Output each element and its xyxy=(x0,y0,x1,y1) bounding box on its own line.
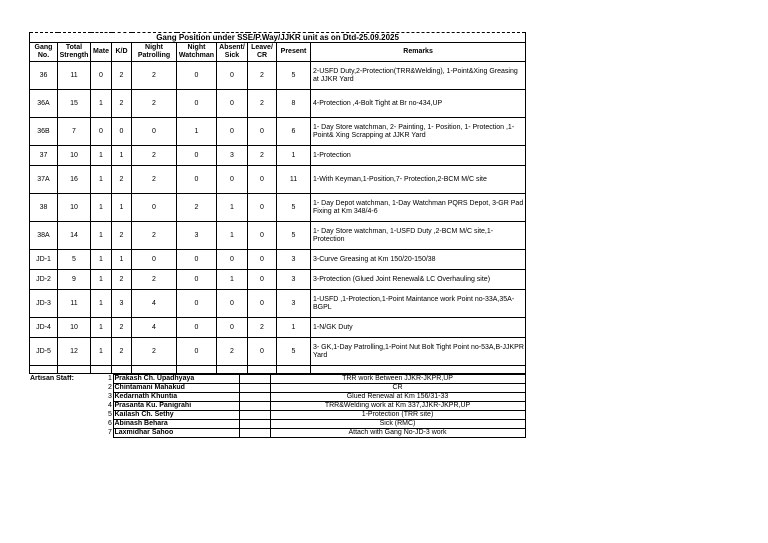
cell-gang: JD-4 xyxy=(30,318,58,338)
cell-absent: 0 xyxy=(217,290,248,318)
table-row xyxy=(30,318,526,338)
cell-absent: 0 xyxy=(217,166,248,194)
artisan-staff-label: Artisan Staff: xyxy=(30,375,74,382)
header-row xyxy=(30,43,526,62)
cell-mate: 1 xyxy=(91,250,112,270)
sheet-title: Gang Position under SSE/P.Way/JJKR unit as on Dtd-25.09.2025 xyxy=(30,33,526,43)
cell-leave: 2 xyxy=(248,62,277,90)
staff-row xyxy=(29,411,525,420)
col-header-night-watchman: Night Watchman xyxy=(177,43,217,62)
cell-present: 5 xyxy=(277,338,311,366)
cell-present: 1 xyxy=(277,146,311,166)
col-header-mate: Mate xyxy=(91,43,112,62)
cell-leave: 0 xyxy=(248,118,277,146)
cell-gang: 37A xyxy=(30,166,58,194)
cell-total: 10 xyxy=(58,318,91,338)
cell-mate: 0 xyxy=(91,118,112,146)
cell-leave: 0 xyxy=(248,194,277,222)
cell-kd: 0 xyxy=(112,118,132,146)
table-row xyxy=(30,166,526,194)
remarks-cell: 1-Protection xyxy=(311,146,526,166)
col-header-remarks: Remarks xyxy=(311,43,526,62)
table-row xyxy=(30,118,526,146)
cell-total: 9 xyxy=(58,270,91,290)
cell-mate: 0 xyxy=(91,62,112,90)
cell-kd: 2 xyxy=(112,270,132,290)
cell-present: 11 xyxy=(277,166,311,194)
cell-absent: 1 xyxy=(217,222,248,250)
cell-gang: JD-1 xyxy=(30,250,58,270)
cell-nw: 0 xyxy=(177,270,217,290)
remarks-cell: 1-N/GK Duty xyxy=(311,318,526,338)
cell-kd: 2 xyxy=(112,90,132,118)
table-row xyxy=(30,290,526,318)
staff-name: Laxmidhar Sahoo xyxy=(113,429,239,438)
cell-nw: 0 xyxy=(177,338,217,366)
cell-mate: 1 xyxy=(91,290,112,318)
cell-kd: 1 xyxy=(112,194,132,222)
remarks-cell: 3-Protection (Glued Joint Renewal& LC Overhauling site) xyxy=(311,270,526,290)
staff-duty: Attach with Gang No-JD-3 work xyxy=(270,429,525,438)
cell-total: 10 xyxy=(58,194,91,222)
remarks-cell: 1- Day Store watchman, 2- Painting, 1- Position, 1- Protection ,1-Point& Xing Scrapping at JJKR Yard xyxy=(311,118,526,146)
cell-leave: 2 xyxy=(248,146,277,166)
cell-leave: 2 xyxy=(248,90,277,118)
staff-number: 6 xyxy=(108,420,112,427)
staff-number: 1 xyxy=(108,375,112,382)
cell-absent: 1 xyxy=(217,194,248,222)
remarks-cell: 3-Curve Greasing at Km 150/20-150/38 xyxy=(311,250,526,270)
blank-row xyxy=(30,366,526,374)
cell-leave: 0 xyxy=(248,270,277,290)
cell-gang: JD-3 xyxy=(30,290,58,318)
cell-np: 4 xyxy=(132,290,177,318)
empty-cell xyxy=(239,375,270,384)
col-header-gang: Gang No. xyxy=(30,43,58,62)
table-row xyxy=(30,194,526,222)
col-header-total: Total Strength xyxy=(58,43,91,62)
cell-kd: 2 xyxy=(112,62,132,90)
cell-gang: 38 xyxy=(30,194,58,222)
staff-name: Abinash Behara xyxy=(113,420,239,429)
empty-cell xyxy=(29,393,107,402)
staff-duty: Sick (RMC) xyxy=(270,420,525,429)
staff-rows xyxy=(29,375,525,438)
cell-total: 10 xyxy=(58,146,91,166)
cell-np: 2 xyxy=(132,146,177,166)
col-header-leave: Leave/ CR xyxy=(248,43,277,62)
cell-kd: 2 xyxy=(112,166,132,194)
cell-gang: 37 xyxy=(30,146,58,166)
cell-total: 15 xyxy=(58,90,91,118)
staff-row xyxy=(29,420,525,429)
cell-present: 3 xyxy=(277,250,311,270)
cell-nw: 0 xyxy=(177,146,217,166)
cell-kd: 1 xyxy=(112,250,132,270)
cell-present: 1 xyxy=(277,318,311,338)
cell-np: 2 xyxy=(132,338,177,366)
cell-gang: 36A xyxy=(30,90,58,118)
cell-total: 11 xyxy=(58,290,91,318)
table-row xyxy=(30,338,526,366)
empty-cell xyxy=(29,384,107,393)
cell-present: 5 xyxy=(277,62,311,90)
empty-cell xyxy=(29,420,107,429)
staff-number: 7 xyxy=(108,429,112,436)
cell-total: 12 xyxy=(58,338,91,366)
remarks-cell: 4-Protection ,4-Bolt Tight at Br no-434,UP xyxy=(311,90,526,118)
cell-np: 0 xyxy=(132,194,177,222)
cell-leave: 0 xyxy=(248,250,277,270)
cell-absent: 0 xyxy=(217,90,248,118)
staff-name: Kailash Ch. Sethy xyxy=(113,411,239,420)
cell-mate: 1 xyxy=(91,166,112,194)
staff-row xyxy=(29,384,525,393)
cell-np: 2 xyxy=(132,62,177,90)
cell-total: 7 xyxy=(58,118,91,146)
empty-cell xyxy=(29,411,107,420)
staff-duty: TRR&Welding work at Km 337,JJKR-JKPR,UP xyxy=(270,402,525,411)
staff-number: 5 xyxy=(108,411,112,418)
cell-total: 5 xyxy=(58,250,91,270)
table-row xyxy=(30,250,526,270)
cell-total: 14 xyxy=(58,222,91,250)
remarks-cell: 3- GK,1-Day Patrolling,1-Point Nut Bolt Tight Point no-53A,B-JJKPR Yard xyxy=(311,338,526,366)
col-header-present: Present xyxy=(277,43,311,62)
cell-nw: 0 xyxy=(177,62,217,90)
staff-row xyxy=(29,393,525,402)
cell-mate: 1 xyxy=(91,318,112,338)
cell-np: 4 xyxy=(132,318,177,338)
table-row xyxy=(30,146,526,166)
staff-row xyxy=(29,429,525,438)
cell-gang: JD-2 xyxy=(30,270,58,290)
cell-present: 3 xyxy=(277,270,311,290)
artisan-staff-table xyxy=(29,374,526,438)
cell-absent: 0 xyxy=(217,118,248,146)
cell-mate: 1 xyxy=(91,146,112,166)
cell-absent: 3 xyxy=(217,146,248,166)
col-header-absent: Absent/ Sick xyxy=(217,43,248,62)
cell-absent: 0 xyxy=(217,318,248,338)
staff-duty: 1-Protection (TRR site) xyxy=(270,411,525,420)
col-header-kd: K/D xyxy=(112,43,132,62)
gang-position-table xyxy=(29,32,526,374)
empty-cell xyxy=(239,393,270,402)
cell-nw: 0 xyxy=(177,90,217,118)
remarks-cell: 1- Day Store watchman, 1-USFD Duty ,2-BCM M/C site,1-Protection xyxy=(311,222,526,250)
cell-absent: 1 xyxy=(217,270,248,290)
cell-nw: 1 xyxy=(177,118,217,146)
staff-duty: Glued Renewal at Km 156/31-33 xyxy=(270,393,525,402)
cell-absent: 0 xyxy=(217,62,248,90)
table-row xyxy=(30,90,526,118)
cell-np: 0 xyxy=(132,118,177,146)
cell-nw: 0 xyxy=(177,318,217,338)
staff-name: Chintamani Mahakud xyxy=(113,384,239,393)
cell-mate: 1 xyxy=(91,222,112,250)
staff-duty: TRR work Between JJKR-JKPR,UP xyxy=(270,375,525,384)
cell-leave: 0 xyxy=(248,290,277,318)
table-row xyxy=(30,222,526,250)
cell-present: 5 xyxy=(277,222,311,250)
empty-cell xyxy=(239,402,270,411)
cell-nw: 0 xyxy=(177,290,217,318)
staff-name: Prasanta Ku. Panigrahi xyxy=(113,402,239,411)
cell-nw: 0 xyxy=(177,166,217,194)
cell-kd: 1 xyxy=(112,146,132,166)
cell-mate: 1 xyxy=(91,90,112,118)
cell-present: 6 xyxy=(277,118,311,146)
gang-position-sheet xyxy=(29,32,525,438)
cell-present: 8 xyxy=(277,90,311,118)
cell-mate: 1 xyxy=(91,194,112,222)
staff-row xyxy=(29,402,525,411)
remarks-cell: 1-USFD ,1-Protection,1-Point Maintance work Point no-33A,35A-BGPL xyxy=(311,290,526,318)
cell-present: 3 xyxy=(277,290,311,318)
staff-row xyxy=(29,375,525,384)
cell-kd: 2 xyxy=(112,222,132,250)
cell-absent: 0 xyxy=(217,250,248,270)
cell-gang: 36B xyxy=(30,118,58,146)
staff-duty: CR xyxy=(270,384,525,393)
empty-cell xyxy=(239,384,270,393)
cell-total: 11 xyxy=(58,62,91,90)
remarks-cell: 1-With Keyman,1-Position,7- Protection,2-BCM M/C site xyxy=(311,166,526,194)
cell-np: 2 xyxy=(132,166,177,194)
empty-cell xyxy=(29,429,107,438)
cell-leave: 0 xyxy=(248,338,277,366)
cell-nw: 2 xyxy=(177,194,217,222)
staff-number: 2 xyxy=(108,384,112,391)
cell-np: 2 xyxy=(132,270,177,290)
empty-cell xyxy=(29,402,107,411)
cell-absent: 2 xyxy=(217,338,248,366)
staff-number: 4 xyxy=(108,402,112,409)
cell-leave: 0 xyxy=(248,166,277,194)
cell-mate: 1 xyxy=(91,270,112,290)
cell-kd: 2 xyxy=(112,318,132,338)
cell-present: 5 xyxy=(277,194,311,222)
remarks-cell: 1- Day Depot watchman, 1-Day Watchman PQRS Depot, 3-GR Pad Fixing at Km 348/4-6 xyxy=(311,194,526,222)
table-row xyxy=(30,270,526,290)
staff-number: 3 xyxy=(108,393,112,400)
empty-cell xyxy=(239,420,270,429)
cell-leave: 2 xyxy=(248,318,277,338)
cell-np: 2 xyxy=(132,222,177,250)
col-header-night-patrolling: Night Patrolling xyxy=(132,43,177,62)
cell-gang: JD-5 xyxy=(30,338,58,366)
table-row xyxy=(30,62,526,90)
cell-mate: 1 xyxy=(91,338,112,366)
empty-cell xyxy=(239,411,270,420)
cell-nw: 0 xyxy=(177,250,217,270)
cell-total: 16 xyxy=(58,166,91,194)
gang-rows xyxy=(30,62,526,366)
cell-kd: 3 xyxy=(112,290,132,318)
cell-gang: 38A xyxy=(30,222,58,250)
staff-name: Kedarnath Khuntia xyxy=(113,393,239,402)
cell-gang: 36 xyxy=(30,62,58,90)
staff-name: Prakash Ch. Upadhyaya xyxy=(113,375,239,384)
remarks-cell: 2-USFD Duty,2-Protection(TRR&Welding), 1-Point&Xing Greasing at JJKR Yard xyxy=(311,62,526,90)
cell-nw: 3 xyxy=(177,222,217,250)
cell-leave: 0 xyxy=(248,222,277,250)
cell-np: 2 xyxy=(132,90,177,118)
empty-cell xyxy=(239,429,270,438)
cell-kd: 2 xyxy=(112,338,132,366)
cell-np: 0 xyxy=(132,250,177,270)
